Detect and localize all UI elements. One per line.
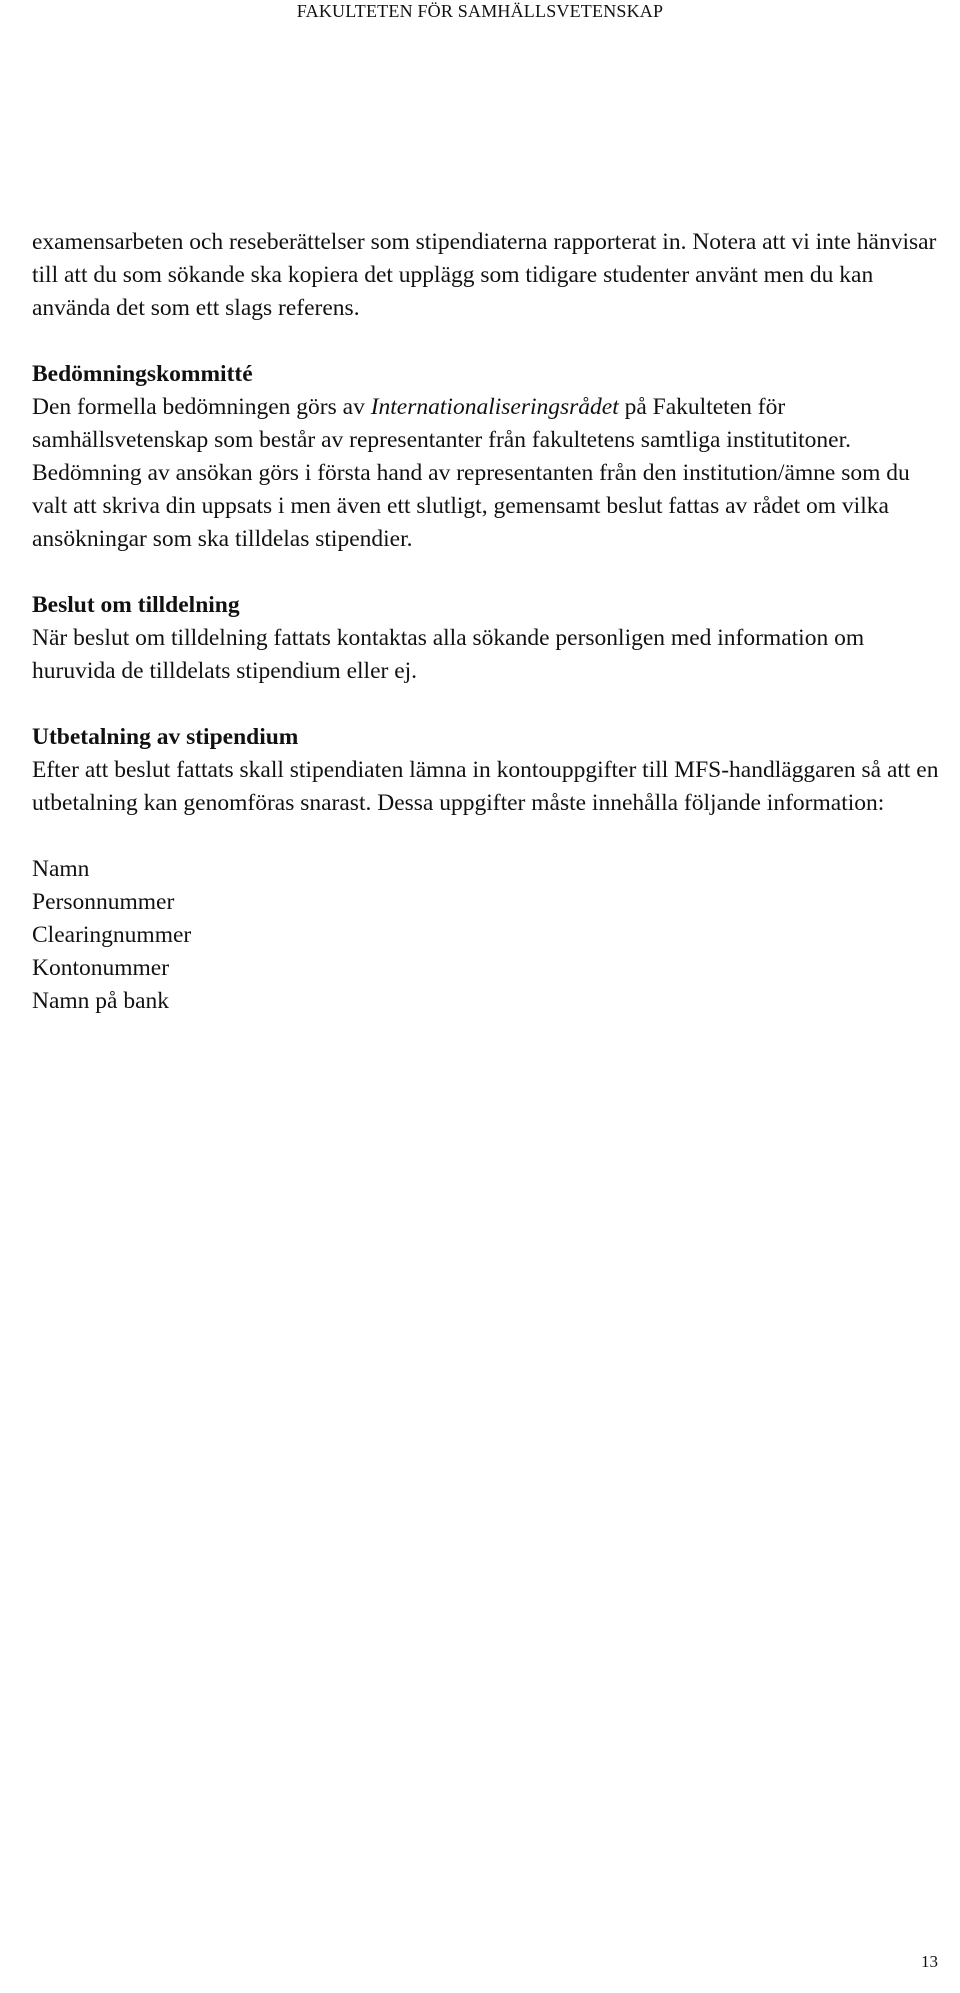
list-item: Namn (32, 856, 90, 882)
committee-paragraph (32, 391, 947, 556)
committee-council-name: Internationaliseringsrådet (370, 394, 619, 420)
payment-paragraph: Efter att beslut fattats skall stipendiaten lämna in kontouppgifter till MFS-handläggaren så att en utbetalning kan genomföras snarast. Dessa uppgifter måste innehålla följande information: (32, 757, 939, 816)
committee-text-after: på Fakulteten för samhällsvetenskap som består av representanter från fakultetens samtliga institutitoner. Bedömning av ansökan görs i första hand av representanten från den institution/ämne som du valt att skriva din uppsats i men även ett slutligt, gemensamt beslut fattas av rådet om vilka ansökningar som ska tilldelas stipendier. (32, 394, 910, 552)
committee-section (32, 358, 947, 556)
list-item: Kontonummer (32, 955, 170, 981)
payment-section (32, 721, 947, 1018)
page-number: 13 (921, 1952, 938, 1971)
decision-heading: Beslut om tilldelning (32, 592, 240, 618)
committee-text-before: Den formella bedömningen görs av (32, 394, 371, 420)
decision-section (32, 589, 947, 688)
decision-paragraph: När beslut om tilldelning fattats kontaktas alla sökande personligen med information om huruvida de tilldelats stipendium eller ej. (32, 625, 865, 684)
list-item: Namn på bank (32, 988, 170, 1014)
required-info-list (32, 853, 947, 1018)
list-item: Personnummer (32, 889, 175, 915)
payment-heading: Utbetalning av stipendium (32, 724, 299, 750)
running-header-title: FAKULTETEN FÖR SAMHÄLLSVETENSKAP (296, 1, 664, 21)
document-body (32, 226, 947, 1018)
intro-paragraph: examensarbeten och reseberättelser som stipendiaterna rapporterat in. Notera att vi inte hänvisar till att du som sökande ska kopiera det upplägg som tidigare studenter använt men du kan använda det som ett slags referens. (32, 229, 937, 321)
list-item: Clearingnummer (32, 922, 192, 948)
running-header (0, 0, 960, 22)
committee-heading: Bedömningskommitté (32, 361, 253, 387)
